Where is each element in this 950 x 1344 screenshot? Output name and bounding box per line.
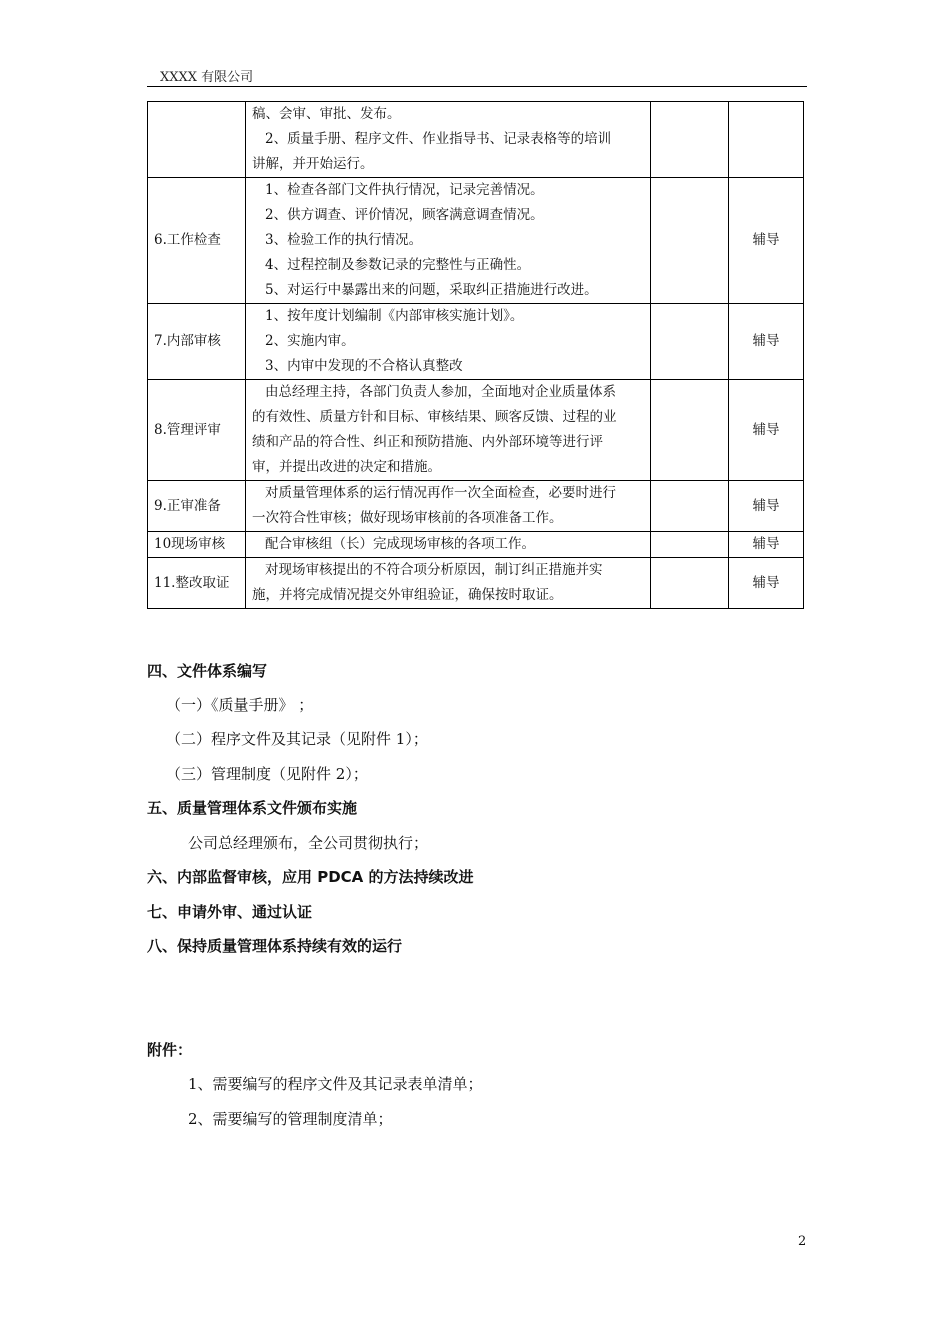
content-cell — [246, 380, 651, 481]
content-cell — [246, 532, 651, 558]
stage-cell: 7.内部审核 — [148, 304, 246, 380]
section-5-title: 五、质量管理体系文件颁布实施 — [147, 799, 358, 817]
content-line: 1、按年度计划编制《内部审核实施计划》。 — [265, 308, 524, 324]
section-4-item-1: （一）《质量手册》 ； — [166, 696, 314, 714]
content-line: 的有效性、质量方针和目标、审核结果、顾客反馈、过程的业 — [252, 409, 617, 425]
responsibility-cell — [651, 178, 729, 304]
content-line: 配合审核组（长）完成现场审核的各项工作。 — [265, 536, 535, 552]
content-line: 绩和产品的符合性、纠正和预防措施、内外部环境等进行评 — [252, 434, 603, 450]
section-4-item-3: （三）管理制度（见附件 2）； — [166, 765, 368, 783]
responsibility-cell — [651, 304, 729, 380]
guidance-cell: 辅导 — [729, 380, 804, 481]
content-line: 1、检查各部门文件执行情况，记录完善情况。 — [265, 182, 544, 198]
responsibility-cell — [651, 558, 729, 609]
content-line: 对现场审核提出的不符合项分析原因，制订纠正措施并实 — [265, 562, 603, 578]
header-company-name: XXXX 有限公司 — [160, 70, 254, 85]
stage-cell — [148, 102, 246, 178]
content-line: 2、供方调查、评价情况，顾客满意调查情况。 — [265, 207, 544, 223]
guidance-cell: 辅导 — [729, 178, 804, 304]
section-4-title: 四、文件体系编写 — [147, 662, 268, 680]
section-6-title: 六、内部监督审核，应用 PDCA 的方法持续改进 — [147, 868, 474, 886]
table-row — [148, 558, 804, 609]
table-row — [148, 481, 804, 532]
page-number: 2 — [798, 1234, 807, 1249]
content-line: 审，并提出改进的决定和措施。 — [252, 459, 441, 475]
content-line: 3、内审中发现的不合格认真整改 — [265, 358, 463, 374]
stage-cell: 9.正审准备 — [148, 481, 246, 532]
content-line: 由总经理主持，各部门负责人参加，全面地对企业质量体系 — [265, 384, 616, 400]
guidance-cell: 辅导 — [729, 304, 804, 380]
responsibility-cell — [651, 102, 729, 178]
guidance-cell: 辅导 — [729, 558, 804, 609]
content-cell — [246, 304, 651, 380]
guidance-cell — [729, 102, 804, 178]
content-line: 一次符合性审核；做好现场审核前的各项准备工作。 — [252, 510, 563, 526]
section-4-item-2: （二）程序文件及其记录（见附件 1）； — [166, 730, 428, 748]
content-line: 3、检验工作的执行情况。 — [265, 232, 423, 248]
content-cell — [246, 481, 651, 532]
content-cell — [246, 558, 651, 609]
content-line: 4、过程控制及参数记录的完整性与正确性。 — [265, 257, 531, 273]
responsibility-cell — [651, 481, 729, 532]
content-line: 讲解，并开始运行。 — [252, 156, 374, 172]
content-line: 稿、会审、审批、发布。 — [252, 106, 401, 122]
content-cell — [246, 178, 651, 304]
responsibility-cell — [651, 532, 729, 558]
table-row — [148, 380, 804, 481]
content-line: 5、对运行中暴露出来的问题，采取纠正措施进行改进。 — [265, 282, 598, 298]
appendix-item-1: 1、需要编写的程序文件及其记录表单清单； — [188, 1075, 483, 1093]
stage-cell: 6.工作检查 — [148, 178, 246, 304]
guidance-cell: 辅导 — [729, 481, 804, 532]
content-line: 对质量管理体系的运行情况再作一次全面检查，必要时进行 — [265, 485, 616, 501]
content-line: 施，并将完成情况提交外审组验证，确保按时取证。 — [252, 587, 563, 603]
section-8-title: 八、保持质量管理体系持续有效的运行 — [147, 937, 403, 955]
section-7-title: 七、申请外审、通过认证 — [147, 903, 313, 921]
stage-cell: 11.整改取证 — [148, 558, 246, 609]
table-row — [148, 304, 804, 380]
stage-cell: 10现场审核 — [148, 532, 246, 558]
content-line: 2、实施内审。 — [265, 333, 355, 349]
section-5-text: 公司总经理颁布，全公司贯彻执行； — [188, 834, 429, 852]
plan-table — [147, 101, 804, 609]
content-cell — [246, 102, 651, 178]
table-row — [148, 178, 804, 304]
guidance-cell: 辅导 — [729, 532, 804, 558]
header-rule — [147, 86, 807, 87]
plan-table-body — [148, 102, 804, 609]
appendix-title: 附件： — [147, 1041, 193, 1059]
responsibility-cell — [651, 380, 729, 481]
table-row — [148, 532, 804, 558]
stage-cell: 8.管理评审 — [148, 380, 246, 481]
appendix-item-2: 2、需要编写的管理制度清单； — [188, 1110, 393, 1128]
content-line: 2、质量手册、程序文件、作业指导书、记录表格等的培训 — [265, 131, 612, 147]
table-row — [148, 102, 804, 178]
